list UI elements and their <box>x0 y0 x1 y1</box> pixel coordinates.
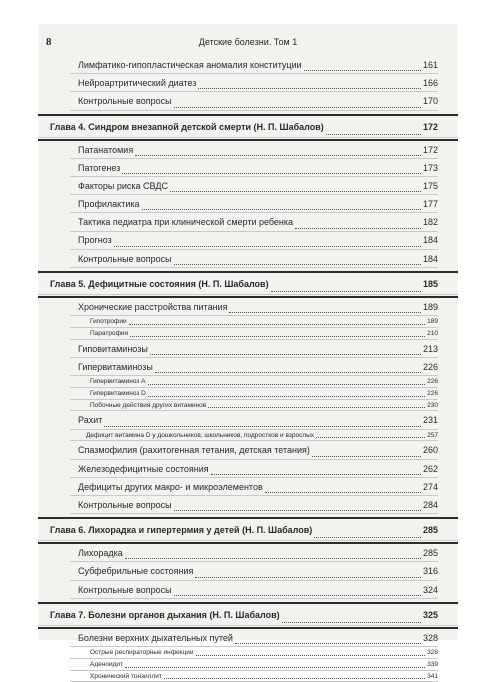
toc-section-entry[interactable] <box>38 250 458 268</box>
toc-entry-page: 226 <box>427 376 438 388</box>
dot-leader <box>326 134 421 135</box>
toc-entry-page: 213 <box>423 340 438 358</box>
toc-section-entry[interactable] <box>38 298 458 316</box>
dot-leader <box>125 558 421 559</box>
dot-leader <box>129 324 426 325</box>
toc-entry-title: Дефицит витамина D у дошкольников, школьников, подростков и взрослых <box>86 430 314 442</box>
toc-subsection-entry[interactable] <box>38 671 458 682</box>
toc-entry-title: Гипервитаминозы <box>78 358 153 376</box>
toc-entry-title: Гиповитаминозы <box>78 340 148 358</box>
toc-entry-page: 285 <box>423 544 438 562</box>
dot-leader <box>271 291 421 292</box>
toc-section-entry[interactable] <box>38 340 458 358</box>
dot-leader <box>170 191 421 192</box>
toc-section-entry[interactable] <box>38 177 458 195</box>
toc-entry-title: Болезни верхних дыхательных путей <box>78 629 233 647</box>
toc-section-entry[interactable] <box>38 544 458 562</box>
dot-leader <box>174 510 421 511</box>
toc-entry-title: Острые респираторные инфекции <box>90 647 194 659</box>
dot-leader <box>229 312 421 313</box>
dot-leader <box>198 88 421 89</box>
toc-entry-page: 161 <box>423 56 438 74</box>
toc-entry-title: Железодефицитные состояния <box>78 460 209 478</box>
toc-section-entry[interactable] <box>38 581 458 599</box>
toc-section-entry[interactable] <box>38 56 458 74</box>
dot-leader <box>312 456 421 457</box>
toc-entry-page: 316 <box>423 562 438 580</box>
toc-entry-title: Нейроартритический диатез <box>78 74 196 92</box>
toc-chapter-entry[interactable] <box>38 273 458 295</box>
dot-leader <box>235 643 421 644</box>
toc-entry-title: Дефициты других макро- и микроэлементов <box>78 478 263 496</box>
dot-leader <box>130 336 425 337</box>
toc-section-entry[interactable] <box>38 411 458 429</box>
toc-entry-title: Патанатомия <box>78 141 133 159</box>
toc-entry-title: Контрольные вопросы <box>78 496 172 514</box>
toc-entry-title: Факторы риска СВДС <box>78 177 168 195</box>
toc-section-entry[interactable] <box>38 159 458 177</box>
toc-entry-title: Гипервитаминоз A <box>90 376 146 388</box>
toc-entry-page: 284 <box>423 496 438 514</box>
toc-section-entry[interactable] <box>38 562 458 580</box>
toc-section-entry[interactable] <box>38 232 458 250</box>
dot-leader <box>282 622 421 623</box>
toc-entry-page: 262 <box>423 460 438 478</box>
toc-entry-page: 182 <box>423 213 438 231</box>
book-page <box>38 24 458 640</box>
table-of-contents <box>38 56 458 682</box>
toc-entry-title: Прогноз <box>78 231 112 249</box>
toc-subsection-entry[interactable] <box>38 376 458 388</box>
toc-entry-page: 257 <box>427 430 438 442</box>
toc-section-entry[interactable] <box>38 92 458 110</box>
toc-entry-title: Лихорадка <box>78 544 123 562</box>
toc-chapter-entry[interactable] <box>38 519 458 541</box>
toc-section-entry[interactable] <box>38 141 458 159</box>
toc-entry-title: Гипервитаминоз D <box>90 388 146 400</box>
dot-leader <box>114 246 421 247</box>
toc-entry-page: 189 <box>423 298 438 316</box>
toc-subsection-entry[interactable] <box>38 430 458 442</box>
toc-entry-page: 325 <box>423 604 438 626</box>
toc-entry-title: Глава 4. Синдром внезапной детской смерти (Н. П. Шабалов) <box>50 116 324 138</box>
dot-leader <box>314 537 421 538</box>
toc-entry-page: 189 <box>427 316 438 328</box>
toc-entry-title: Глава 7. Болезни органов дыхания (Н. П. Шабалов) <box>50 604 280 626</box>
toc-subsection-entry[interactable] <box>38 659 458 671</box>
toc-entry-title: Лимфатико-гипопластическая аномалия конституции <box>78 56 302 74</box>
toc-entry-page: 177 <box>423 195 438 213</box>
dot-leader <box>104 426 421 427</box>
dot-leader <box>174 107 421 108</box>
dot-leader <box>316 437 425 438</box>
toc-entry-page: 339 <box>427 659 438 671</box>
dot-leader <box>148 384 426 385</box>
dot-leader <box>196 655 426 656</box>
toc-entry-title: Глава 6. Лихорадка и гипертермия у детей (Н. П. Шабалов) <box>50 519 312 541</box>
toc-entry-title: Побочные действия других витаминов <box>90 400 206 412</box>
dot-leader <box>195 577 421 578</box>
toc-entry-page: 172 <box>423 116 438 138</box>
toc-section-entry[interactable] <box>38 213 458 231</box>
toc-entry-title: Паратрофия <box>90 328 128 340</box>
toc-chapter-entry[interactable] <box>38 604 458 626</box>
toc-entry-title: Тактика педиатра при клинической смерти ребенка <box>78 213 293 231</box>
toc-entry-page: 185 <box>423 273 438 295</box>
toc-entry-title: Гипотрофии <box>90 316 127 328</box>
dot-leader <box>174 264 421 265</box>
toc-entry-page: 230 <box>427 400 438 412</box>
page-number: 8 <box>46 36 52 48</box>
dot-leader <box>304 70 421 71</box>
toc-entry-page: 341 <box>427 671 438 682</box>
dot-leader <box>211 474 421 475</box>
toc-entry-page: 175 <box>423 177 438 195</box>
toc-entry-page: 170 <box>423 92 438 110</box>
toc-subsection-entry[interactable] <box>38 647 458 659</box>
toc-entry-page: 173 <box>423 159 438 177</box>
toc-chapter-entry[interactable] <box>38 116 458 138</box>
toc-subsection-entry[interactable] <box>38 328 458 340</box>
toc-section-entry[interactable] <box>38 496 458 514</box>
toc-section-entry[interactable] <box>38 195 458 213</box>
running-head: Детские болезни. Том 1 <box>38 37 458 47</box>
toc-entry-title: Контрольные вопросы <box>78 581 172 599</box>
toc-entry-title: Контрольные вопросы <box>78 92 172 110</box>
dot-leader <box>122 173 421 174</box>
toc-entry-title: Контрольные вопросы <box>78 250 172 268</box>
toc-entry-title: Аденоидит <box>90 659 123 671</box>
toc-entry-page: 274 <box>423 478 438 496</box>
toc-section-entry[interactable] <box>38 358 458 376</box>
dot-leader <box>164 678 425 679</box>
dot-leader <box>142 209 421 210</box>
toc-entry-title: Субфебрильные состояния <box>78 562 193 580</box>
dot-leader <box>135 155 421 156</box>
toc-entry-title: Рахит <box>78 411 102 429</box>
toc-section-entry[interactable] <box>38 74 458 92</box>
toc-entry-page: 260 <box>423 441 438 459</box>
toc-section-entry[interactable] <box>38 460 458 478</box>
toc-entry-page: 231 <box>423 411 438 429</box>
dot-leader <box>265 492 421 493</box>
toc-entry-page: 328 <box>427 647 438 659</box>
toc-section-entry[interactable] <box>38 478 458 496</box>
toc-entry-page: 226 <box>423 358 438 376</box>
toc-entry-title: Профилактика <box>78 195 140 213</box>
toc-entry-page: 324 <box>423 581 438 599</box>
toc-entry-page: 210 <box>427 328 438 340</box>
toc-subsection-entry[interactable] <box>38 400 458 412</box>
dot-leader <box>148 396 425 397</box>
toc-subsection-entry[interactable] <box>38 388 458 400</box>
toc-entry-page: 328 <box>423 629 438 647</box>
toc-entry-title: Глава 5. Дефицитные состояния (Н. П. Шабалов) <box>50 273 269 295</box>
dot-leader <box>208 407 425 408</box>
toc-entry-title: Спазмофилия (рахитогенная тетания, детская тетания) <box>78 441 310 459</box>
toc-entry-title: Хронические расстройства питания <box>78 298 227 316</box>
toc-subsection-entry[interactable] <box>38 316 458 328</box>
toc-section-entry[interactable] <box>38 629 458 647</box>
dot-leader <box>295 228 421 229</box>
toc-entry-page: 172 <box>423 141 438 159</box>
dot-leader <box>174 595 421 596</box>
dot-leader <box>150 354 421 355</box>
toc-entry-page: 184 <box>423 231 438 249</box>
toc-entry-page: 226 <box>427 388 438 400</box>
dot-leader <box>125 667 425 668</box>
toc-entry-title: Хронический тонзиллит <box>90 671 162 682</box>
toc-entry-page: 285 <box>423 519 438 541</box>
toc-entry-page: 166 <box>423 74 438 92</box>
toc-entry-page: 184 <box>423 250 438 268</box>
toc-section-entry[interactable] <box>38 441 458 459</box>
toc-entry-title: Патогенез <box>78 159 120 177</box>
dot-leader <box>155 372 421 373</box>
